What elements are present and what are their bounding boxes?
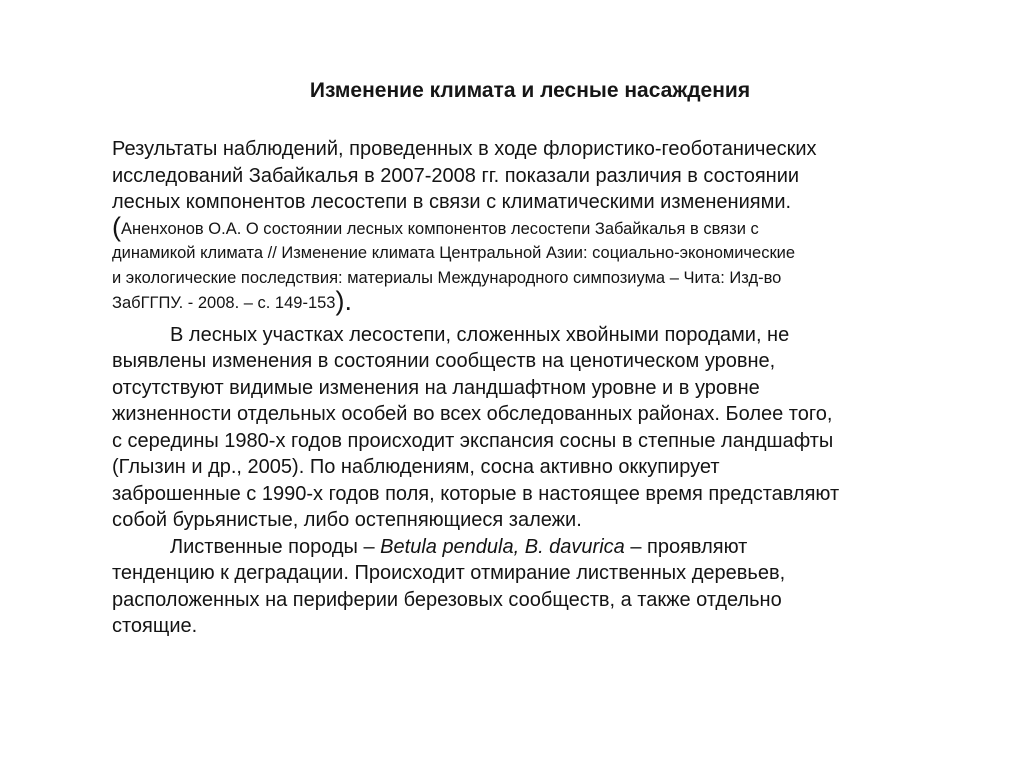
text-line xyxy=(112,534,952,561)
species-names: Betula pendula, B. davurica xyxy=(380,535,625,558)
slide-body xyxy=(112,136,952,640)
paragraph-coniferous xyxy=(112,322,952,534)
text-line: стоящие. xyxy=(112,615,198,637)
text-line: Результаты наблюдений, проведенных в ходе флористико-геоботанических xyxy=(112,138,817,160)
text-line: заброшенные с 1990-х годов поля, которые в настоящее время представляют xyxy=(112,482,840,505)
citation-open-paren: ( xyxy=(112,211,121,242)
paragraph-deciduous xyxy=(112,534,952,640)
citation-text: ЗабГГПУ. - 2008. – с. 149-153 xyxy=(112,294,336,312)
text-line: В лесных участках лесостепи, сложенных хвойными породами, не xyxy=(170,323,790,346)
after-text: – проявляют xyxy=(624,535,748,558)
text-line: жизненности отдельных особей во всех обследованных районах. Более того, xyxy=(112,403,833,425)
lead-text: Лиственные породы – xyxy=(170,535,381,558)
citation-line xyxy=(112,286,952,316)
slide-title: Изменение климата и лесные насаждения xyxy=(309,79,751,102)
text-line: тенденцию к деградации. Происходит отмирание лиственных деревьев, xyxy=(112,562,786,584)
citation-line: динамикой климата // Изменение климата Центральной Азии: социально-экономические xyxy=(112,244,796,262)
citation-line: и экологические последствия: материалы Международного симпозиума – Чита: Изд-во xyxy=(112,268,782,287)
text-line: отсутствуют видимые изменения на ландшафтном уровне и в уровне xyxy=(112,376,760,399)
citation-close: ). xyxy=(335,286,352,316)
text-line: (Глызин и др., 2005). По наблюдениям, сосна активно оккупирует xyxy=(112,456,720,478)
citation-line xyxy=(112,211,952,242)
text-line: исследований Забайкалья в 2007-2008 гг. показали различия в состоянии xyxy=(112,164,800,187)
citation-text: Аненхонов О.А. О состоянии лесных компонентов лесостепи Забайкалья в связи с xyxy=(121,219,759,238)
paragraph-results xyxy=(112,136,952,316)
text-line: выявлены изменения в состоянии сообществ на ценотическом уровне, xyxy=(112,350,776,372)
text-line: расположенных на периферии березовых сообществ, а также отдельно xyxy=(112,588,782,611)
text-line: с середины 1980-х годов происходит экспансия сосны в степные ландшафты xyxy=(112,429,834,452)
text-line: лесных компонентов лесостепи в связи с климатическими изменениями. xyxy=(112,191,792,213)
text-line: собой бурьянистые, либо остепняющиеся залежи. xyxy=(112,509,582,531)
